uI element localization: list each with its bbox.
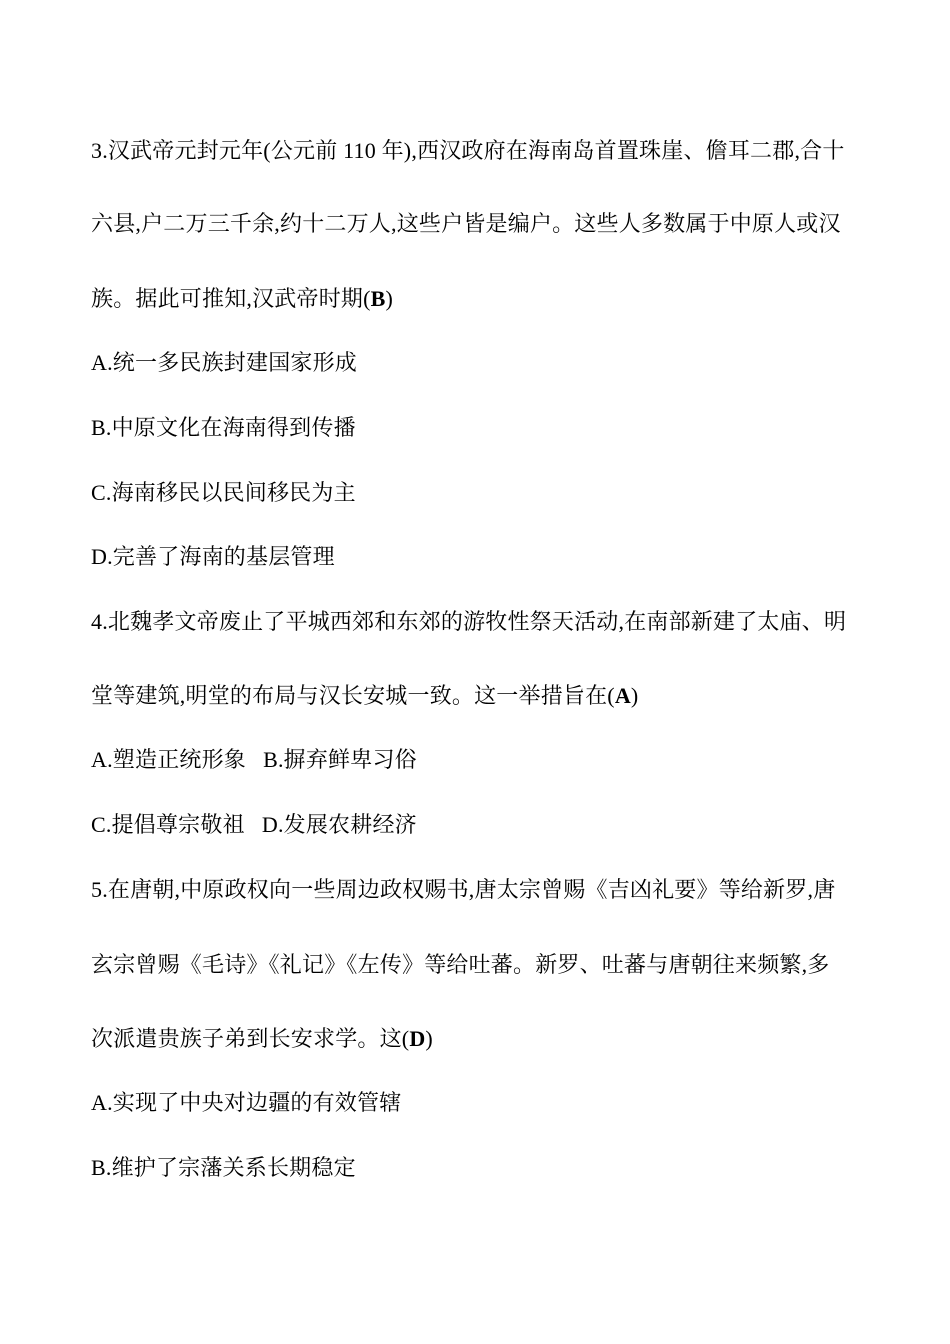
q4-options-row-1: A.塑造正统形象 B.摒弃鲜卑习俗	[91, 747, 417, 772]
q5-option-b: B.维护了宗藩关系长期稳定	[91, 1155, 356, 1180]
q5-answer: D	[409, 1026, 426, 1051]
q4-stem-line-2	[91, 681, 638, 711]
q3-stem-line-1: 3.汉武帝元封元年(公元前 110 年),西汉政府在海南岛首置珠崖、儋耳二郡,合十	[91, 138, 845, 163]
q3-stem-close: )	[385, 286, 394, 311]
q3-option-d: D.完善了海南的基层管理	[91, 544, 335, 569]
q3-option-c: C.海南移民以民间移民为主	[91, 480, 356, 505]
q3-stem-line-3	[91, 284, 393, 314]
q4-stem-close: )	[630, 683, 639, 708]
q5-stem-line-3	[91, 1024, 433, 1054]
q3-stem-line-2: 六县,户二万三千余,约十二万人,这些户皆是编户。这些人多数属于中原人或汉	[91, 211, 841, 236]
q3-option-a: A.统一多民族封建国家形成	[91, 350, 357, 375]
q5-stem-line-2: 玄宗曾赐《毛诗》《礼记》《左传》等给吐蕃。新罗、吐蕃与唐朝往来频繁,多	[91, 952, 830, 977]
q4-answer: A	[614, 683, 631, 708]
q5-stem-close: )	[425, 1026, 433, 1051]
q5-stem-line-1: 5.在唐朝,中原政权向一些周边政权赐书,唐太宗曾赐《吉凶礼要》等给新罗,唐	[91, 877, 836, 902]
q5-option-a: A.实现了中央对边疆的有效管辖	[91, 1090, 402, 1115]
q4-options-row-2: C.提倡尊宗敬祖 D.发展农耕经济	[91, 812, 417, 837]
q3-answer: B	[370, 286, 386, 311]
q3-option-b: B.中原文化在海南得到传播	[91, 415, 356, 440]
q4-stem-line-1: 4.北魏孝文帝废止了平城西郊和东郊的游牧性祭天活动,在南部新建了太庙、明	[91, 609, 847, 634]
q4-stem-text: 堂等建筑,明堂的布局与汉长安城一致。这一举措旨在(	[91, 683, 615, 708]
q5-stem-text: 次派遣贵族子弟到长安求学。这(	[91, 1026, 410, 1051]
q3-stem-text: 族。据此可推知,汉武帝时期(	[91, 286, 371, 311]
